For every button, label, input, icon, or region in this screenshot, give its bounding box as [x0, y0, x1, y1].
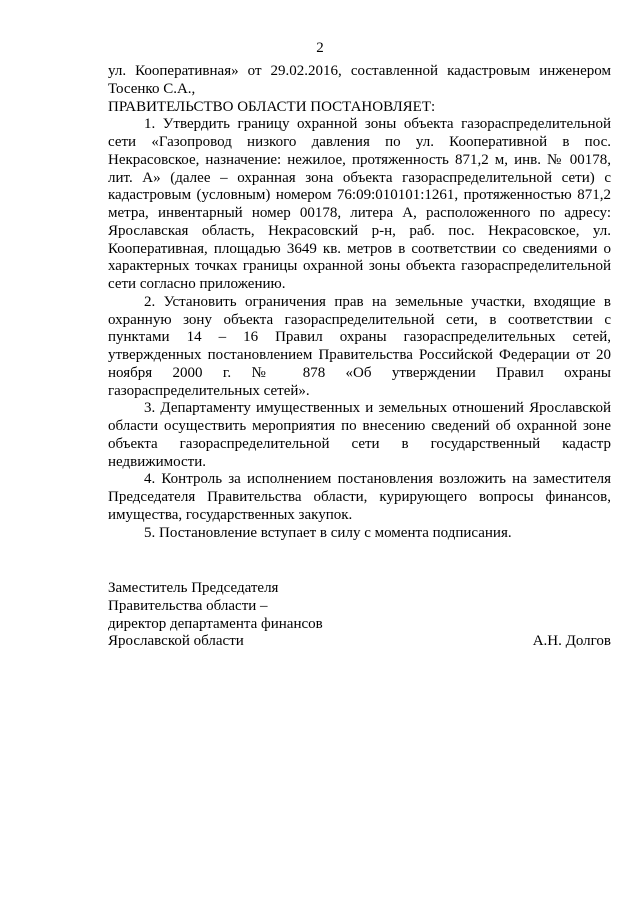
signatory-title-line-4: Ярославской области [108, 633, 244, 650]
clause-1: 1. Утвердить границу охранной зоны объекта газораспределительной сети «Газопровод низкого давления по ул. Кооперативной в пос. Некрасовское, назначение: нежилое, протяженность 871,2 м, инв. № 00178, лит. А» (далее – охранная зона объекта газораспределительной сети) с кадастровым (условным) номером 76:09:010101:1261, протяженностью 871,2 метра, инвентарный номер 00178, литера А, расположенного по адресу: Ярославская область, Некрасовский р-н, раб. пос. Некрасовское, ул. Кооперативная, площадью 3649 кв. метров в соответствии со сведениями о характерных точках границы охранной зоны объекта газораспределительной сети согласно приложению. [108, 116, 611, 292]
signatory-title-line-1: Заместитель Председателя [108, 580, 279, 596]
intro-paragraph: ул. Кооперативная» от 29.02.2016, составленной кадастровым инженером Тосенко С.А., [108, 63, 611, 97]
signatory-last-row [108, 633, 611, 651]
signatory-title-line-3: директор департамента финансов [108, 615, 323, 632]
signatory-name: А.Н. Долгов [532, 633, 611, 650]
signature-block [108, 580, 611, 651]
clause-5: 5. Постановление вступает в силу с момента подписания. [144, 524, 512, 541]
clause-3: 3. Департаменту имущественных и земельных отношений Ярославской области осуществить мероприятия по внесению сведений об охранной зоне объекта газораспределительной сети в государственный кадастр недвижимости. [108, 400, 611, 470]
signatory-title-line-2: Правительства области – [108, 597, 268, 614]
clause-2: 2. Установить ограничения прав на земельные участки, входящие в охранную зону объекта газораспределительной сети, в соответствии с пунктами 14 – 16 Правил охраны газораспределительных сетей, утвержденных постановлением Правительства Российской Федерации от 20 ноября 2000 г. № 878 «Об утверждении Правил охраны газораспределительных сетей». [108, 293, 611, 399]
clause-4: 4. Контроль за исполнением постановления возложить на заместителя Председателя Правительства области, курирующего вопросы финансов, имущества, государственных закупок. [108, 471, 611, 523]
page-number: 2 [316, 40, 324, 56]
resolution-heading: ПРАВИТЕЛЬСТВО ОБЛАСТИ ПОСТАНОВЛЯЕТ: [108, 98, 436, 115]
document-body [108, 63, 611, 542]
